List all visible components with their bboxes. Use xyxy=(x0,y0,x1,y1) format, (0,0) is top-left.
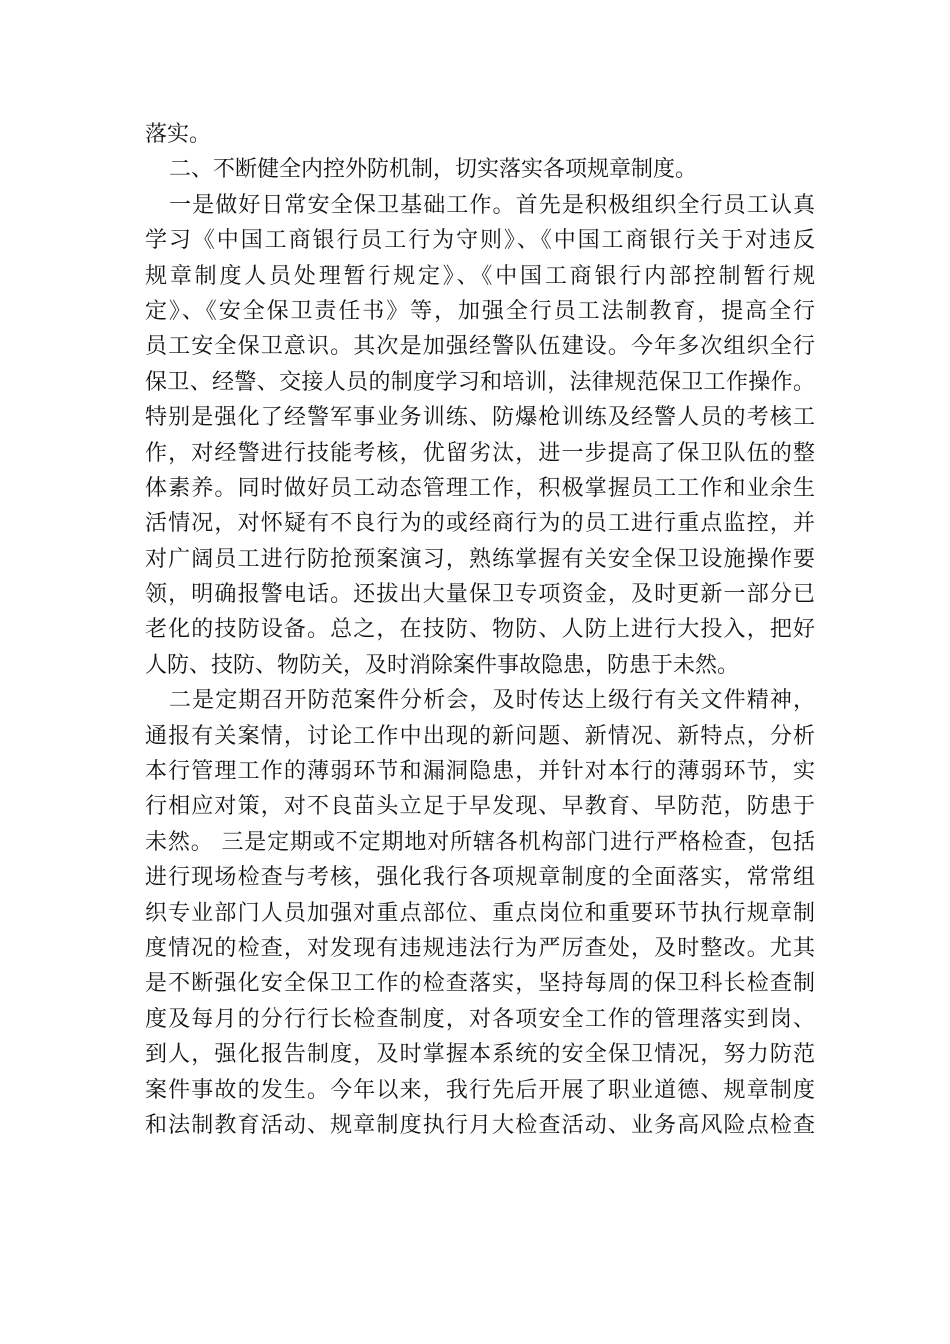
text-line: 本行管理工作的薄弱环节和漏洞隐患，并针对本行的薄弱环节，实 xyxy=(145,759,815,785)
text-line: 度情况的检查，对发现有违规违法行为严厉查处，及时整改。尤其 xyxy=(145,935,815,961)
text-line: 通报有关案情，讨论工作中出现的新问题、新情况、新特点，分析 xyxy=(145,723,815,749)
text-line: 二、不断健全内控外防机制，切实落实各项规章制度。 xyxy=(169,157,698,183)
text-line: 未然。 三是定期或不定期地对所辖各机构部门进行严格检查，包括 xyxy=(145,829,815,855)
text-line: 织专业部门人员加强对重点部位、重点岗位和重要环节执行规章制 xyxy=(145,900,815,926)
text-line: 案件事故的发生。今年以来，我行先后开展了职业道德、规章制度 xyxy=(145,1077,815,1103)
text-line: 体素养。同时做好员工动态管理工作，积极掌握员工工作和业余生 xyxy=(145,475,815,501)
text-line: 落实。 xyxy=(145,122,212,147)
document-body xyxy=(145,117,815,1143)
text-line: 活情况，对怀疑有不良行为的或经商行为的员工进行重点监控，并 xyxy=(145,511,815,537)
text-line: 规章制度人员处理暂行规定》、《中国工商银行内部控制暂行规 xyxy=(145,263,815,289)
text-line: 人防、技防、物防关，及时消除案件事故隐患，防患于未然。 xyxy=(145,652,740,678)
text-line: 特别是强化了经警军事业务训练、防爆枪训练及经警人员的考核工 xyxy=(145,405,815,431)
text-line: 老化的技防设备。总之，在技防、物防、人防上进行大投入，把好 xyxy=(145,617,815,643)
text-line: 到人，强化报告制度，及时掌握本系统的安全保卫情况，努力防范 xyxy=(145,1042,815,1068)
text-line: 和法制教育活动、规章制度执行月大检查活动、业务高风险点检查 xyxy=(145,1112,815,1138)
text-line: 领，明确报警电话。还拔出大量保卫专项资金，及时更新一部分已 xyxy=(145,582,815,608)
text-line: 进行现场检查与考核，强化我行各项规章制度的全面落实，常常组 xyxy=(145,865,815,891)
text-line: 行相应对策，对不良苗头立足于早发现、早教育、早防范，防患于 xyxy=(145,794,815,820)
text-line: 对广阔员工进行防抢预案演习，熟练掌握有关安全保卫设施操作要 xyxy=(145,546,815,572)
text-line: 一是做好日常安全保卫基础工作。首先是积极组织全行员工认真 xyxy=(169,192,815,218)
text-line: 保卫、经警、交接人员的制度学习和培训，法律规范保卫工作操作。 xyxy=(145,369,815,395)
text-line: 学习《中国工商银行员工行为守则》、《中国工商银行关于对违反 xyxy=(145,228,815,254)
text-line: 员工安全保卫意识。其次是加强经警队伍建设。今年多次组织全行 xyxy=(145,334,815,360)
text-line: 作，对经警进行技能考核，优留劣汰，进一步提高了保卫队伍的整 xyxy=(145,440,815,466)
text-line: 是不断强化安全保卫工作的检查落实，坚持每周的保卫科长检查制 xyxy=(145,971,815,997)
text-line: 度及每月的分行行长检查制度，对各项安全工作的管理落实到岗、 xyxy=(145,1006,815,1032)
text-line: 二是定期召开防范案件分析会，及时传达上级行有关文件精神， xyxy=(169,688,815,714)
text-line: 定》、《安全保卫责任书》等，加强全行员工法制教育，提高全行 xyxy=(145,298,815,324)
